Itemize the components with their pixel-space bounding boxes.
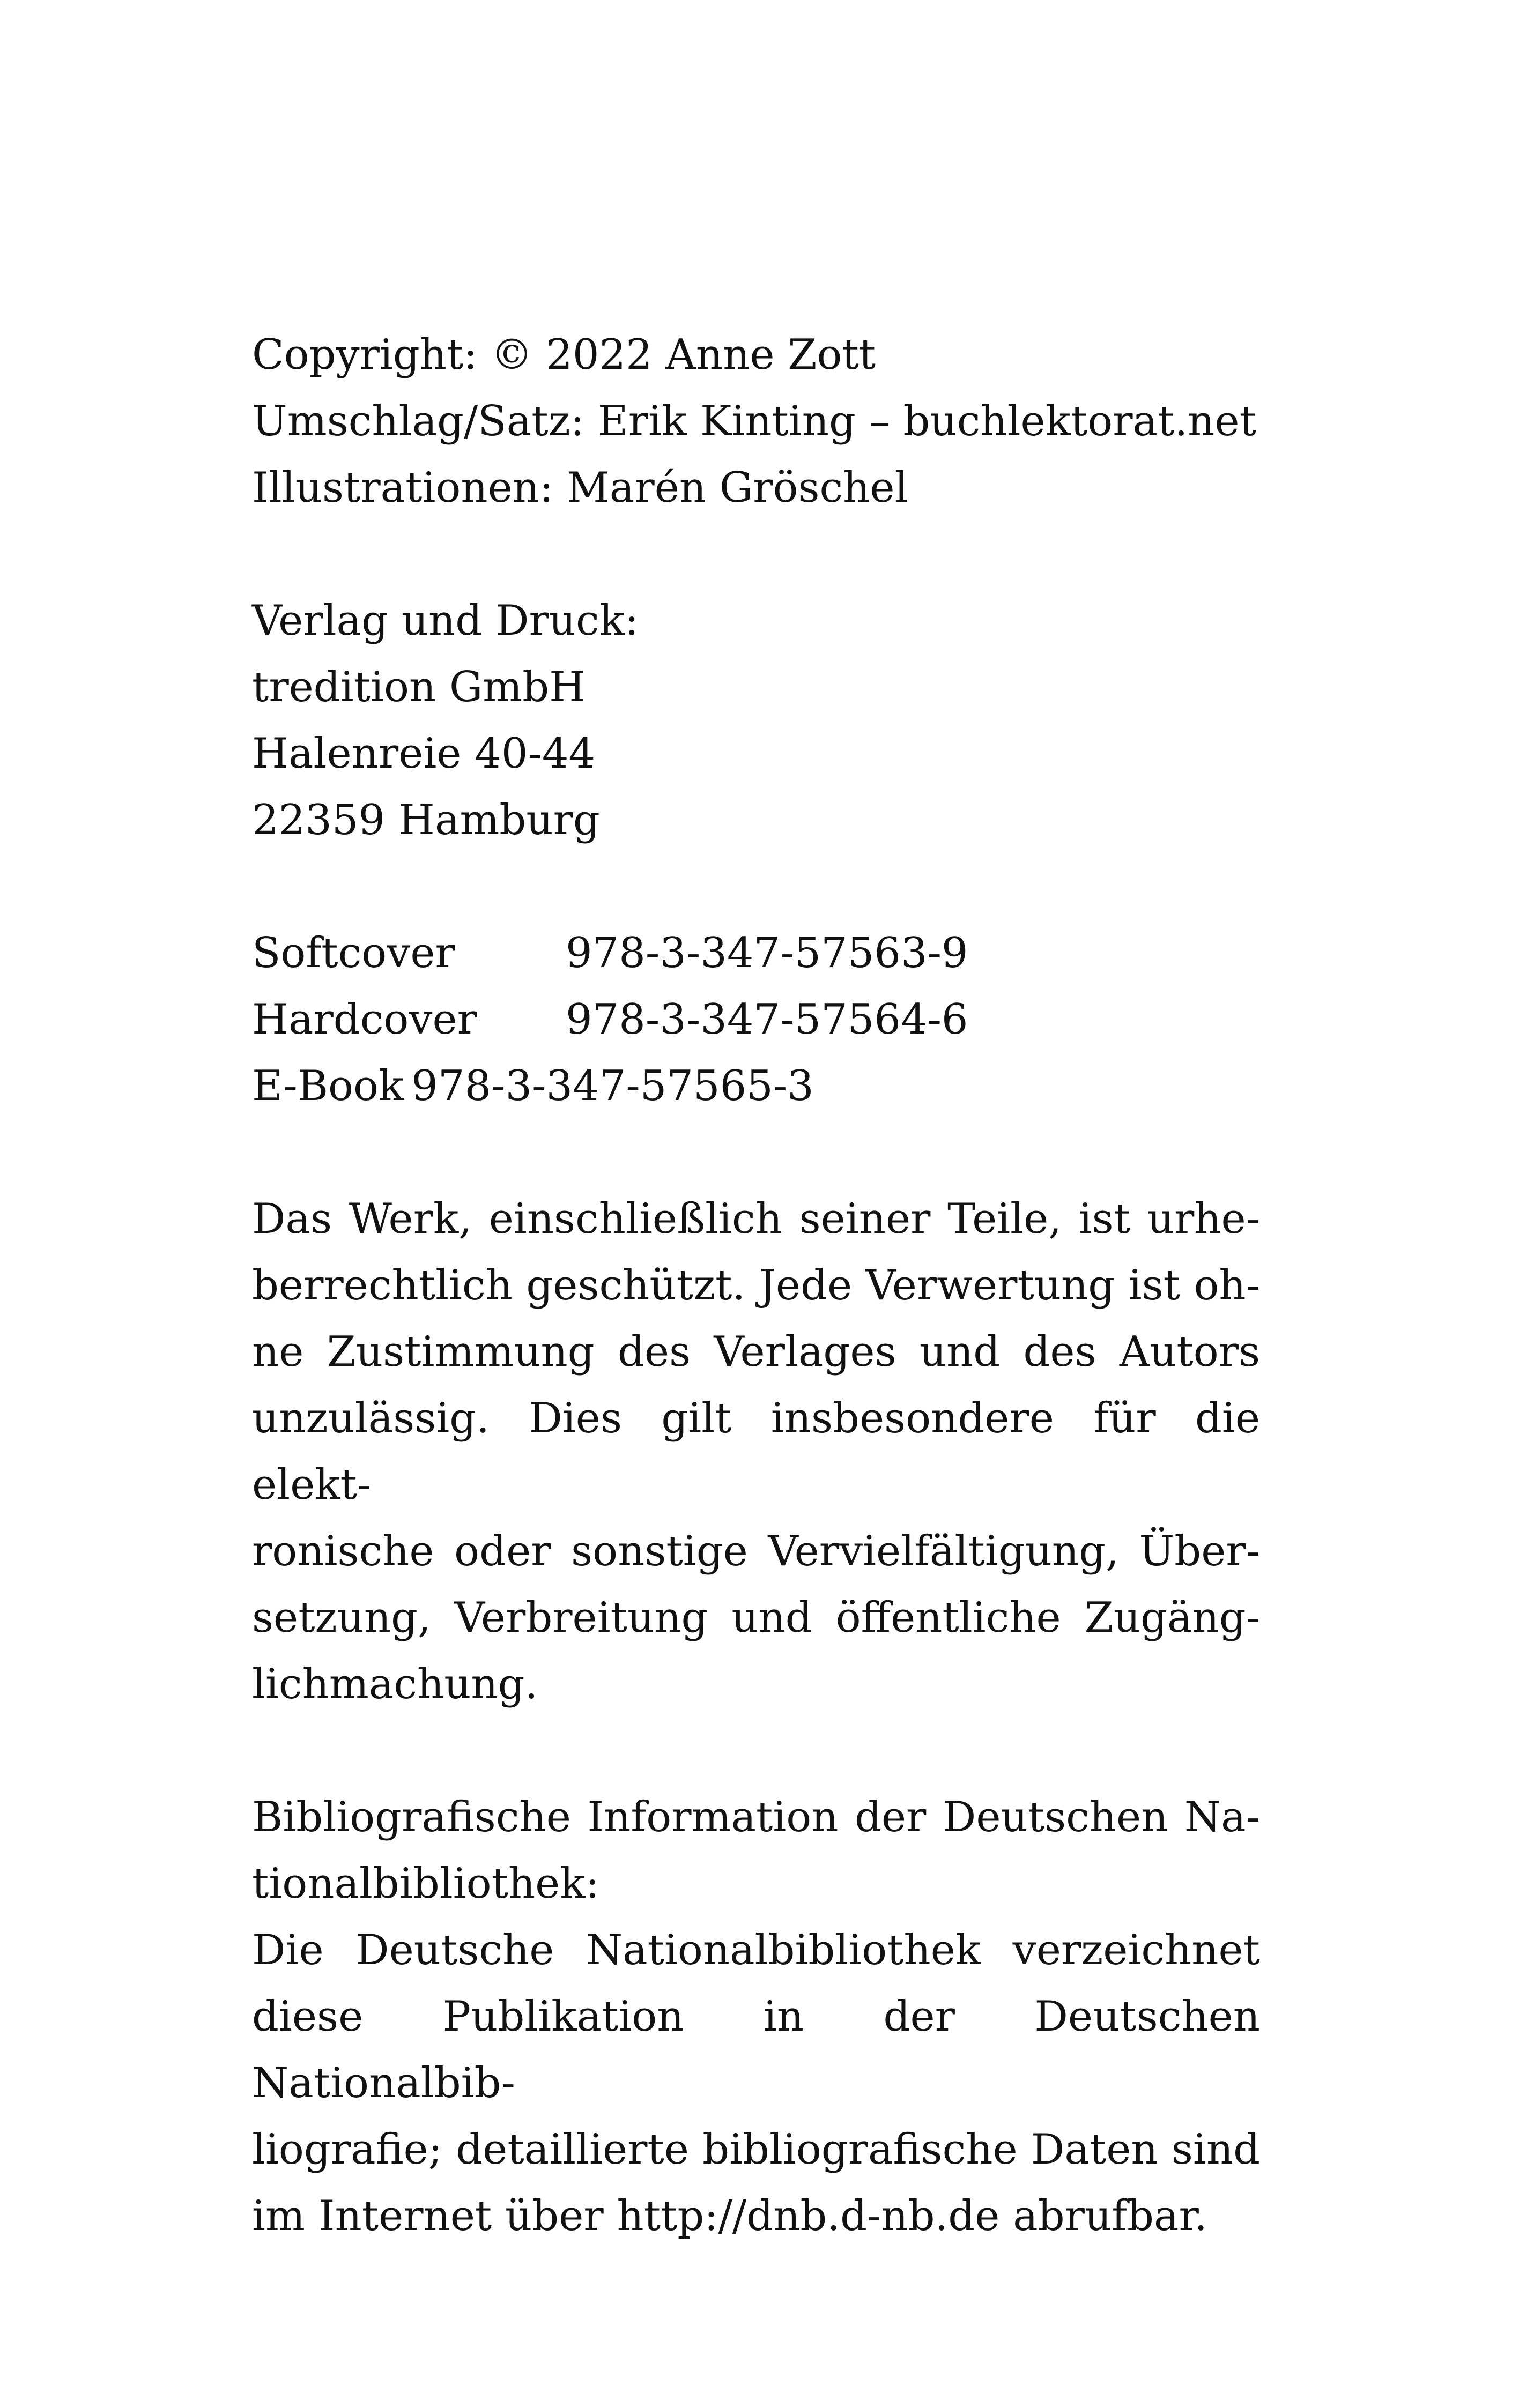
publisher-heading: Verlag und Druck:	[252, 597, 639, 645]
spacer	[252, 521, 1260, 588]
bibliographic-line: Bibliografische Information der Deutschen Na-	[252, 1793, 1260, 1841]
imprint-page	[252, 322, 1260, 2249]
isbn-label: Hardcover	[252, 995, 477, 1044]
isbn-row-softcover	[252, 920, 1260, 986]
bibliographic-information	[252, 1784, 1260, 2249]
isbn-label: Softcover	[252, 929, 455, 977]
notice-line: berrechtlich geschützt. Jede Verwertung ist oh-	[252, 1261, 1260, 1310]
copyright-notice	[252, 1186, 1260, 1718]
publisher-name: tredition GmbH	[252, 663, 586, 711]
isbn-row-hardcover	[252, 986, 1260, 1053]
notice-line: ne Zustimmung des Verlages und des Autors	[252, 1328, 1260, 1376]
publisher-city: 22359 Hamburg	[252, 796, 600, 844]
isbn-row-ebook	[252, 1053, 1260, 1119]
isbn-number: 978-3-347-57563-9	[566, 929, 968, 977]
cover-typesetting-line: Umschlag/Satz: Erik Kinting – buchlektorat.net	[252, 397, 1256, 445]
bibliographic-line: im Internet über http://dnb.d-nb.de abrufbar.	[252, 2192, 1207, 2240]
notice-line: unzulässig. Dies gilt insbesondere für die elekt-	[252, 1394, 1260, 1509]
isbn-number: 978-3-347-57564-6	[566, 995, 968, 1044]
bibliographic-line: Die Deutsche Nationalbibliothek verzeichnet	[252, 1926, 1260, 1974]
notice-line: Das Werk, einschließlich seiner Teile, ist urhe-	[252, 1195, 1260, 1243]
isbn-label: E-Book	[252, 1062, 404, 1110]
credits-block	[252, 322, 1260, 521]
publisher-block	[252, 588, 1260, 853]
bibliographic-line: tionalbibliothek:	[252, 1860, 599, 1908]
isbn-number: 978-3-347-57565-3	[411, 1062, 814, 1110]
illustrations-line: Illustrationen: Marén Gröschel	[252, 464, 908, 512]
spacer	[252, 1119, 1260, 1186]
bibliographic-line: diese Publikation in der Deutschen Nationalbib-	[252, 1993, 1260, 2107]
bibliographic-line: liografie; detaillierte bibliografische Daten sind	[252, 2125, 1260, 2174]
notice-line: ronische oder sonstige Vervielfältigung, Über-	[252, 1527, 1260, 1575]
spacer	[252, 1718, 1260, 1784]
copyright-line: Copyright: © 2022 Anne Zott	[252, 331, 876, 379]
notice-line: lichmachung.	[252, 1660, 538, 1708]
spacer	[252, 853, 1260, 920]
isbn-block	[252, 920, 1260, 1119]
publisher-street: Halenreie 40-44	[252, 730, 596, 778]
notice-line: setzung, Verbreitung und öffentliche Zugäng-	[252, 1594, 1260, 1642]
